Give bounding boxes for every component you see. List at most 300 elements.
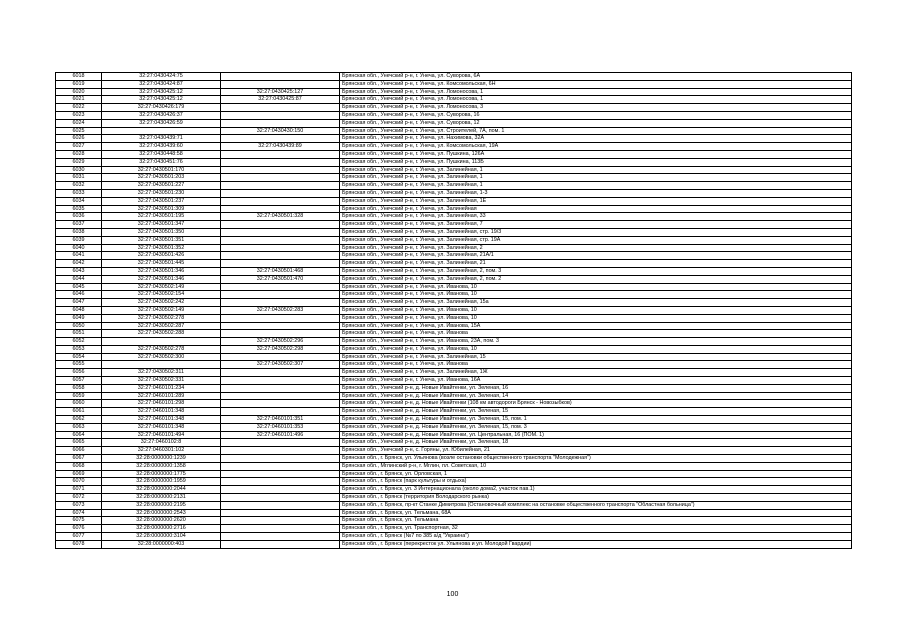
address-cell: Брянская обл., Унечский р-н, г. Унеча, ул. Залинейная xyxy=(340,205,852,213)
row-number-cell: 6023 xyxy=(56,111,102,119)
premises-cadastral-number-cell xyxy=(221,486,340,494)
row-number-cell: 6036 xyxy=(56,213,102,221)
table-row xyxy=(56,96,852,104)
premises-cadastral-number-cell xyxy=(221,408,340,416)
address-cell: Брянская обл., Унечский р-н, г. Унеча, ул. Залинейная, 33 xyxy=(340,213,852,221)
row-number-cell: 6028 xyxy=(56,150,102,158)
row-number-cell: 6027 xyxy=(56,143,102,151)
premises-cadastral-number-cell xyxy=(221,353,340,361)
cadastral-number-cell: 32:27:0430502:311 xyxy=(102,369,221,377)
address-cell: Брянская обл., Унечский р-н, г. Унеча, ул. Иванова, 10 xyxy=(340,345,852,353)
premises-cadastral-number-cell: 32:27:0430425:87 xyxy=(221,96,340,104)
table-row xyxy=(56,150,852,158)
table-row xyxy=(56,447,852,455)
premises-cadastral-number-cell: 32:27:0430501:470 xyxy=(221,275,340,283)
address-cell: Брянская обл., Унечский р-н, д. Новые Ивайтенки, ул. Зеленая, 16 xyxy=(340,384,852,392)
cadastral-number-cell: 32:28:0000000:3104 xyxy=(102,533,221,541)
address-cell: Брянская обл., Унечский р-н, г. Унеча, ул. Комсомольская, 19А xyxy=(340,143,852,151)
cadastral-number-cell: 32:28:0000000:1358 xyxy=(102,462,221,470)
cadastral-number-cell: 32:27:0430502:278 xyxy=(102,314,221,322)
cadastral-number-cell: 32:27:0430501:195 xyxy=(102,213,221,221)
row-number-cell: 6056 xyxy=(56,369,102,377)
address-cell: Брянская обл., Унечский р-н, д. Новые Ивайтенки, ул. Зеленая, 15 xyxy=(340,408,852,416)
row-number-cell: 6077 xyxy=(56,533,102,541)
premises-cadastral-number-cell: 32:27:0460101:496 xyxy=(221,431,340,439)
table-row xyxy=(56,345,852,353)
row-number-cell: 6053 xyxy=(56,345,102,353)
premises-cadastral-number-cell xyxy=(221,80,340,88)
cadastral-number-cell: 32:27:0430426:59 xyxy=(102,119,221,127)
row-number-cell: 6063 xyxy=(56,423,102,431)
address-cell: Брянская обл., Унечский р-н, г. Унеча, ул. Залинейная, 1-3 xyxy=(340,189,852,197)
table-row xyxy=(56,533,852,541)
table-row xyxy=(56,353,852,361)
address-cell: Брянская обл., Унечский р-н, г. Унеча, ул. Залинейная, 7 xyxy=(340,221,852,229)
cadastral-number-cell: 32:27:0460101:494 xyxy=(102,431,221,439)
row-number-cell: 6073 xyxy=(56,501,102,509)
address-cell: Брянская обл., Унечский р-н, г. Унеча, ул. Иванова, 16А xyxy=(340,377,852,385)
cadastral-number-cell: 32:28:0000000:1775 xyxy=(102,470,221,478)
table-row xyxy=(56,361,852,369)
row-number-cell: 6024 xyxy=(56,119,102,127)
row-number-cell: 6050 xyxy=(56,322,102,330)
cadastral-number-cell: 32:27:0430501:170 xyxy=(102,166,221,174)
address-cell: Брянская обл., Унечский р-н, г. Унеча, ул. Ломоносова, 1 xyxy=(340,96,852,104)
row-number-cell: 6072 xyxy=(56,494,102,502)
address-cell: Брянская обл., Унечский р-н, г. Унеча, ул. Залинейная, 1Ж xyxy=(340,369,852,377)
cadastral-number-cell: 32:28:0000000:403 xyxy=(102,540,221,548)
address-cell: Брянская обл., г. Брянск (территория Володарского рынка) xyxy=(340,494,852,502)
table-row xyxy=(56,80,852,88)
cadastral-number-cell: 32:27:0430502:288 xyxy=(102,330,221,338)
address-cell: Брянская обл., Унечский р-н, г. Унеча, ул. Залинейная, 1 xyxy=(340,182,852,190)
cadastral-number-cell: 32:27:0430501:445 xyxy=(102,260,221,268)
address-cell: Брянская обл., Унечский р-н, г. Унеча, ул. Иванова, 10 xyxy=(340,306,852,314)
table-row xyxy=(56,314,852,322)
address-cell: Брянская обл., Унечский р-н, г. Унеча, ул. Залинейная, 21 xyxy=(340,260,852,268)
cadastral-number-cell: 32:28:0000000:2620 xyxy=(102,517,221,525)
address-cell: Брянская обл., г. Брянск, ул. Ульянова (возле остановки общественного транспорта "Молодежная") xyxy=(340,455,852,463)
cadastral-number-cell: 32:27:0430501:347 xyxy=(102,221,221,229)
table-row xyxy=(56,525,852,533)
cadastral-number-cell: 32:28:0000000:2131 xyxy=(102,494,221,502)
address-cell: Брянская обл., Унечский р-н, г. Унеча, ул. Залинейная, 1Е xyxy=(340,197,852,205)
row-number-cell: 6059 xyxy=(56,392,102,400)
premises-cadastral-number-cell: 32:27:0430502:283 xyxy=(221,306,340,314)
table-row xyxy=(56,439,852,447)
premises-cadastral-number-cell: 32:27:0430502:307 xyxy=(221,361,340,369)
table-row xyxy=(56,111,852,119)
row-number-cell: 6066 xyxy=(56,447,102,455)
address-cell: Брянская обл., Унечский р-н, г. Унеча, ул. Залинейная, 2, пом. 3 xyxy=(340,267,852,275)
premises-cadastral-number-cell xyxy=(221,174,340,182)
cadastral-number-cell: 32:27:0460101:289 xyxy=(102,392,221,400)
address-cell: Брянская обл., Унечский р-н, г. Унеча, ул. Строителей, 7А, пом. 1 xyxy=(340,127,852,135)
table-row xyxy=(56,377,852,385)
address-cell: Брянская обл., Унечский р-н, г. Унеча, ул. Ломоносова, 1 xyxy=(340,88,852,96)
table-row xyxy=(56,166,852,174)
premises-cadastral-number-cell xyxy=(221,73,340,81)
address-cell: Брянская обл., Унечский р-н, г. Унеча, ул. Залинейная, стр. 19/3 xyxy=(340,228,852,236)
cadastral-number-cell: 32:27:0430501:352 xyxy=(102,244,221,252)
cadastral-number-cell xyxy=(102,361,221,369)
row-number-cell: 6069 xyxy=(56,470,102,478)
cadastral-number-cell: 32:28:0000000:2716 xyxy=(102,525,221,533)
row-number-cell: 6075 xyxy=(56,517,102,525)
premises-cadastral-number-cell xyxy=(221,478,340,486)
address-cell: Брянская обл., Унечский р-н, д. Новые Ивайтенки, ул. Зеленая, 18 xyxy=(340,439,852,447)
premises-cadastral-number-cell xyxy=(221,189,340,197)
premises-cadastral-number-cell xyxy=(221,322,340,330)
premises-cadastral-number-cell xyxy=(221,400,340,408)
premises-cadastral-number-cell xyxy=(221,104,340,112)
cadastral-number-cell: 32:27:0430501:426 xyxy=(102,252,221,260)
premises-cadastral-number-cell: 32:27:0430501:328 xyxy=(221,213,340,221)
row-number-cell: 6058 xyxy=(56,384,102,392)
cadastral-number-cell: 32:27:0430424:75 xyxy=(102,73,221,81)
address-cell: Брянская обл., Мглинский р-н, г. Мглин, пл. Советская, 10 xyxy=(340,462,852,470)
cadastral-number-cell xyxy=(102,127,221,135)
address-cell: Брянская обл., Унечский р-н, д. Новые Ивайтенки, ул. Зеленая, 15, пом. 3 xyxy=(340,423,852,431)
premises-cadastral-number-cell xyxy=(221,197,340,205)
table-row xyxy=(56,494,852,502)
row-number-cell: 6074 xyxy=(56,509,102,517)
address-cell: Брянская обл., г. Брянск, пр-кт Станке Димитрова (Остановочный комплекс на остановке общественного транспорта "Областная больница") xyxy=(340,501,852,509)
registry-table-body xyxy=(56,73,852,549)
premises-cadastral-number-cell xyxy=(221,166,340,174)
table-row xyxy=(56,275,852,283)
row-number-cell: 6068 xyxy=(56,462,102,470)
row-number-cell: 6022 xyxy=(56,104,102,112)
premises-cadastral-number-cell xyxy=(221,236,340,244)
address-cell: Брянская обл., Унечский р-н, г. Унеча, ул. Иванова, 10 xyxy=(340,283,852,291)
cadastral-number-cell: 32:27:0460101:348 xyxy=(102,408,221,416)
table-row xyxy=(56,384,852,392)
table-row xyxy=(56,267,852,275)
premises-cadastral-number-cell xyxy=(221,369,340,377)
cadastral-number-cell: 32:27:0430424:87 xyxy=(102,80,221,88)
premises-cadastral-number-cell xyxy=(221,447,340,455)
premises-cadastral-number-cell xyxy=(221,470,340,478)
row-number-cell: 6031 xyxy=(56,174,102,182)
premises-cadastral-number-cell xyxy=(221,150,340,158)
table-row xyxy=(56,182,852,190)
row-number-cell: 6033 xyxy=(56,189,102,197)
address-cell: Брянская обл., Унечский р-н, г. Унеча, ул. Иванова, 23А, пом. 3 xyxy=(340,338,852,346)
address-cell: Брянская обл., Унечский р-н, г. Унеча, ул. Иванова, 10 xyxy=(340,314,852,322)
address-cell: Брянская обл., г. Брянск, ул. 3 Интернационала (около дома2, участок пав.1) xyxy=(340,486,852,494)
cadastral-number-cell: 32:27:0430501:351 xyxy=(102,236,221,244)
table-row xyxy=(56,197,852,205)
row-number-cell: 6026 xyxy=(56,135,102,143)
row-number-cell: 6025 xyxy=(56,127,102,135)
premises-cadastral-number-cell: 32:27:0430502:296 xyxy=(221,338,340,346)
address-cell: Брянская обл., г. Брянск (парк культуры и отдыха) xyxy=(340,478,852,486)
premises-cadastral-number-cell xyxy=(221,439,340,447)
address-cell: Брянская обл., Унечский р-н, г. Унеча, ул. Суворова, 6А xyxy=(340,73,852,81)
premises-cadastral-number-cell xyxy=(221,509,340,517)
address-cell: Брянская обл., г. Брянск, ул. Транспортная, 32 xyxy=(340,525,852,533)
table-row xyxy=(56,189,852,197)
cadastral-number-cell: 32:27:0430502:154 xyxy=(102,291,221,299)
cadastral-number-cell: 32:28:0000000:2195 xyxy=(102,501,221,509)
cadastral-number-cell: 32:27:0460101:348 xyxy=(102,416,221,424)
cadastral-number-cell xyxy=(102,338,221,346)
premises-cadastral-number-cell xyxy=(221,299,340,307)
table-row xyxy=(56,244,852,252)
table-row xyxy=(56,330,852,338)
premises-cadastral-number-cell: 32:27:0430502:298 xyxy=(221,345,340,353)
premises-cadastral-number-cell: 32:27:0430425:127 xyxy=(221,88,340,96)
cadastral-number-cell: 32:27:0460101:348 xyxy=(102,423,221,431)
table-row xyxy=(56,299,852,307)
premises-cadastral-number-cell xyxy=(221,517,340,525)
cadastral-number-cell: 32:27:0430425:12 xyxy=(102,96,221,104)
address-cell: Брянская обл., Унечский р-н, г. Унеча, ул. Иванова, 10 xyxy=(340,291,852,299)
address-cell: Брянская обл., Унечский р-н, г. Унеча, ул. Пушкина, 126А xyxy=(340,150,852,158)
row-number-cell: 6054 xyxy=(56,353,102,361)
premises-cadastral-number-cell: 32:27:0430439:89 xyxy=(221,143,340,151)
address-cell: Брянская обл., г. Брянск, ул. Тельмана xyxy=(340,517,852,525)
table-row xyxy=(56,283,852,291)
cadastral-number-cell: 32:27:0460101:234 xyxy=(102,384,221,392)
cadastral-number-cell: 32:27:0430501:346 xyxy=(102,275,221,283)
table-row xyxy=(56,416,852,424)
premises-cadastral-number-cell xyxy=(221,494,340,502)
premises-cadastral-number-cell xyxy=(221,291,340,299)
premises-cadastral-number-cell xyxy=(221,221,340,229)
address-cell: Брянская обл., Унечский р-н, г. Унеча, ул. Ломоносова, 3 xyxy=(340,104,852,112)
cadastral-number-cell: 32:27:0460101:298 xyxy=(102,400,221,408)
row-number-cell: 6057 xyxy=(56,377,102,385)
address-cell: Брянская обл., Унечский р-н, г. Унеча, ул. Нахимова, 32А xyxy=(340,135,852,143)
row-number-cell: 6040 xyxy=(56,244,102,252)
table-row xyxy=(56,540,852,548)
premises-cadastral-number-cell xyxy=(221,525,340,533)
cadastral-number-cell: 32:27:0430502:149 xyxy=(102,306,221,314)
cadastral-number-cell: 32:27:0430425:12 xyxy=(102,88,221,96)
row-number-cell: 6045 xyxy=(56,283,102,291)
row-number-cell: 6021 xyxy=(56,96,102,104)
address-cell: Брянская обл., Унечский р-н, г. Унеча, ул. Иванова, 15А xyxy=(340,322,852,330)
premises-cadastral-number-cell xyxy=(221,182,340,190)
premises-cadastral-number-cell xyxy=(221,228,340,236)
cadastral-number-cell: 32:27:0430501:309 xyxy=(102,205,221,213)
premises-cadastral-number-cell xyxy=(221,111,340,119)
cadastral-number-cell: 32:27:0430502:331 xyxy=(102,377,221,385)
cadastral-number-cell: 32:27:0430439:71 xyxy=(102,135,221,143)
cadastral-number-cell: 32:27:0430426:179 xyxy=(102,104,221,112)
address-cell: Брянская обл., Унечский р-н, д. Новые Ивайтенки, ул. Центральная, 16 (ПОМ. 1) xyxy=(340,431,852,439)
address-cell: Брянская обл., Унечский р-н, г. Унеча, ул. Залинейная, 1 xyxy=(340,174,852,182)
premises-cadastral-number-cell xyxy=(221,540,340,548)
cadastral-number-cell: 32:27:0460102:8 xyxy=(102,439,221,447)
table-row xyxy=(56,392,852,400)
table-row xyxy=(56,470,852,478)
table-row xyxy=(56,455,852,463)
premises-cadastral-number-cell xyxy=(221,119,340,127)
address-cell: Брянская обл., Унечский р-н, г. Унеча, ул. Иванова xyxy=(340,330,852,338)
address-cell: Брянская обл., Унечский р-н, д. Новые Ивайтенки (108 км автодороги Брянск - Новозыбков) xyxy=(340,400,852,408)
table-row xyxy=(56,143,852,151)
cadastral-number-cell: 32:27:0430501:237 xyxy=(102,197,221,205)
table-row xyxy=(56,322,852,330)
premises-cadastral-number-cell xyxy=(221,314,340,322)
row-number-cell: 6042 xyxy=(56,260,102,268)
property-registry-table xyxy=(55,72,852,549)
row-number-cell: 6039 xyxy=(56,236,102,244)
cadastral-number-cell: 32:27:0430426:37 xyxy=(102,111,221,119)
row-number-cell: 6060 xyxy=(56,400,102,408)
table-row xyxy=(56,423,852,431)
cadastral-number-cell: 32:27:0430502:278 xyxy=(102,345,221,353)
row-number-cell: 6030 xyxy=(56,166,102,174)
row-number-cell: 6049 xyxy=(56,314,102,322)
premises-cadastral-number-cell: 32:27:0430430:150 xyxy=(221,127,340,135)
row-number-cell: 6032 xyxy=(56,182,102,190)
premises-cadastral-number-cell xyxy=(221,244,340,252)
address-cell: Брянская обл., Унечский р-н, г. Унеча, ул. Иванова xyxy=(340,361,852,369)
row-number-cell: 6076 xyxy=(56,525,102,533)
address-cell: Брянская обл., Унечский р-н, г. Унеча, ул. Суворова, 16 xyxy=(340,111,852,119)
table-row xyxy=(56,205,852,213)
table-row xyxy=(56,501,852,509)
row-number-cell: 6044 xyxy=(56,275,102,283)
row-number-cell: 6061 xyxy=(56,408,102,416)
address-cell: Брянская обл., Унечский р-н, с. Горяны, ул. Юбилейная, 21 xyxy=(340,447,852,455)
premises-cadastral-number-cell xyxy=(221,462,340,470)
row-number-cell: 6041 xyxy=(56,252,102,260)
row-number-cell: 6019 xyxy=(56,80,102,88)
address-cell: Брянская обл., г. Брянск, ул. Орловская, 1 xyxy=(340,470,852,478)
premises-cadastral-number-cell: 32:27:0460101:351 xyxy=(221,416,340,424)
row-number-cell: 6051 xyxy=(56,330,102,338)
address-cell: Брянская обл., Унечский р-н, г. Унеча, ул. Суворова, 12 xyxy=(340,119,852,127)
table-row xyxy=(56,517,852,525)
table-row xyxy=(56,213,852,221)
table-row xyxy=(56,462,852,470)
premises-cadastral-number-cell xyxy=(221,501,340,509)
table-row xyxy=(56,509,852,517)
premises-cadastral-number-cell xyxy=(221,158,340,166)
table-row xyxy=(56,174,852,182)
table-row xyxy=(56,252,852,260)
cadastral-number-cell: 32:27:0430501:230 xyxy=(102,189,221,197)
cadastral-number-cell: 32:28:0000000:2543 xyxy=(102,509,221,517)
premises-cadastral-number-cell xyxy=(221,205,340,213)
table-row xyxy=(56,260,852,268)
cadastral-number-cell: 32:28:0000000:1959 xyxy=(102,478,221,486)
premises-cadastral-number-cell xyxy=(221,252,340,260)
table-row xyxy=(56,228,852,236)
table-row xyxy=(56,306,852,314)
cadastral-number-cell: 32:27:0430502:149 xyxy=(102,283,221,291)
table-row xyxy=(56,127,852,135)
table-row xyxy=(56,221,852,229)
table-row xyxy=(56,236,852,244)
table-row xyxy=(56,431,852,439)
premises-cadastral-number-cell xyxy=(221,260,340,268)
premises-cadastral-number-cell xyxy=(221,533,340,541)
premises-cadastral-number-cell: 32:27:0430501:468 xyxy=(221,267,340,275)
row-number-cell: 6064 xyxy=(56,431,102,439)
table-row xyxy=(56,88,852,96)
cadastral-number-cell: 32:27:0430502:300 xyxy=(102,353,221,361)
premises-cadastral-number-cell xyxy=(221,392,340,400)
cadastral-number-cell: 32:27:0430501:203 xyxy=(102,174,221,182)
row-number-cell: 6065 xyxy=(56,439,102,447)
row-number-cell: 6046 xyxy=(56,291,102,299)
table-row xyxy=(56,408,852,416)
cadastral-number-cell: 32:27:0430501:346 xyxy=(102,267,221,275)
cadastral-number-cell: 32:27:0430451:76 xyxy=(102,158,221,166)
table-row xyxy=(56,486,852,494)
table-row xyxy=(56,158,852,166)
row-number-cell: 6037 xyxy=(56,221,102,229)
row-number-cell: 6043 xyxy=(56,267,102,275)
premises-cadastral-number-cell xyxy=(221,455,340,463)
address-cell: Брянская обл., Унечский р-н, г. Унеча, ул. Залинейная, 1 xyxy=(340,166,852,174)
premises-cadastral-number-cell xyxy=(221,330,340,338)
row-number-cell: 6078 xyxy=(56,540,102,548)
address-cell: Брянская обл., Унечский р-н, г. Унеча, ул. Комсомольская, 6Н xyxy=(340,80,852,88)
row-number-cell: 6020 xyxy=(56,88,102,96)
address-cell: Брянская обл., Унечский р-н, г. Унеча, ул. Залинейная, 21А/1 xyxy=(340,252,852,260)
premises-cadastral-number-cell xyxy=(221,135,340,143)
address-cell: Брянская обл., Унечский р-н, г. Унеча, ул. Залинейная, 2, пом. 2 xyxy=(340,275,852,283)
table-row xyxy=(56,135,852,143)
address-cell: Брянская обл., г. Брянск (№7 по 385 а/д "Украина") xyxy=(340,533,852,541)
page-number: 100 xyxy=(446,591,459,598)
premises-cadastral-number-cell xyxy=(221,384,340,392)
row-number-cell: 6052 xyxy=(56,338,102,346)
address-cell: Брянская обл., Унечский р-н, г. Унеча, ул. Залинейная, 15 xyxy=(340,353,852,361)
address-cell: Брянская обл., Унечский р-н, д. Новые Ивайтенки, ул. Зеленая, 15, пом. 1 xyxy=(340,416,852,424)
table-row xyxy=(56,73,852,81)
row-number-cell: 6029 xyxy=(56,158,102,166)
row-number-cell: 6035 xyxy=(56,205,102,213)
cadastral-number-cell: 32:27:0460301:102 xyxy=(102,447,221,455)
address-cell: Брянская обл., Унечский р-н, г. Унеча, ул. Залинейная, стр. 19А xyxy=(340,236,852,244)
address-cell: Брянская обл., Унечский р-н, г. Унеча, ул. Залинейная, 2 xyxy=(340,244,852,252)
address-cell: Брянская обл., г. Брянск, ул. Тельмана, 68А xyxy=(340,509,852,517)
row-number-cell: 6055 xyxy=(56,361,102,369)
row-number-cell: 6067 xyxy=(56,455,102,463)
table-row xyxy=(56,291,852,299)
cadastral-number-cell: 32:27:0430501:350 xyxy=(102,228,221,236)
row-number-cell: 6062 xyxy=(56,416,102,424)
cadastral-number-cell: 32:27:0430502:242 xyxy=(102,299,221,307)
cadastral-number-cell: 32:28:0000000:2044 xyxy=(102,486,221,494)
premises-cadastral-number-cell xyxy=(221,377,340,385)
table-row xyxy=(56,478,852,486)
row-number-cell: 6034 xyxy=(56,197,102,205)
row-number-cell: 6071 xyxy=(56,486,102,494)
address-cell: Брянская обл., Унечский р-н, д. Новые Ивайтенки, ул. Зеленая, 14 xyxy=(340,392,852,400)
row-number-cell: 6048 xyxy=(56,306,102,314)
address-cell: Брянская обл., г. Брянск (перекресток ул. Ульянова и ул. Молодой Гвардии) xyxy=(340,540,852,548)
cadastral-number-cell: 32:27:0430502:287 xyxy=(102,322,221,330)
premises-cadastral-number-cell: 32:27:0460101:353 xyxy=(221,423,340,431)
cadastral-number-cell: 32:28:0000000:1239 xyxy=(102,455,221,463)
table-row xyxy=(56,338,852,346)
cadastral-number-cell: 32:27:0430439:60 xyxy=(102,143,221,151)
row-number-cell: 6018 xyxy=(56,73,102,81)
table-row xyxy=(56,104,852,112)
cadastral-number-cell: 32:27:0430501:227 xyxy=(102,182,221,190)
table-row xyxy=(56,400,852,408)
row-number-cell: 6070 xyxy=(56,478,102,486)
